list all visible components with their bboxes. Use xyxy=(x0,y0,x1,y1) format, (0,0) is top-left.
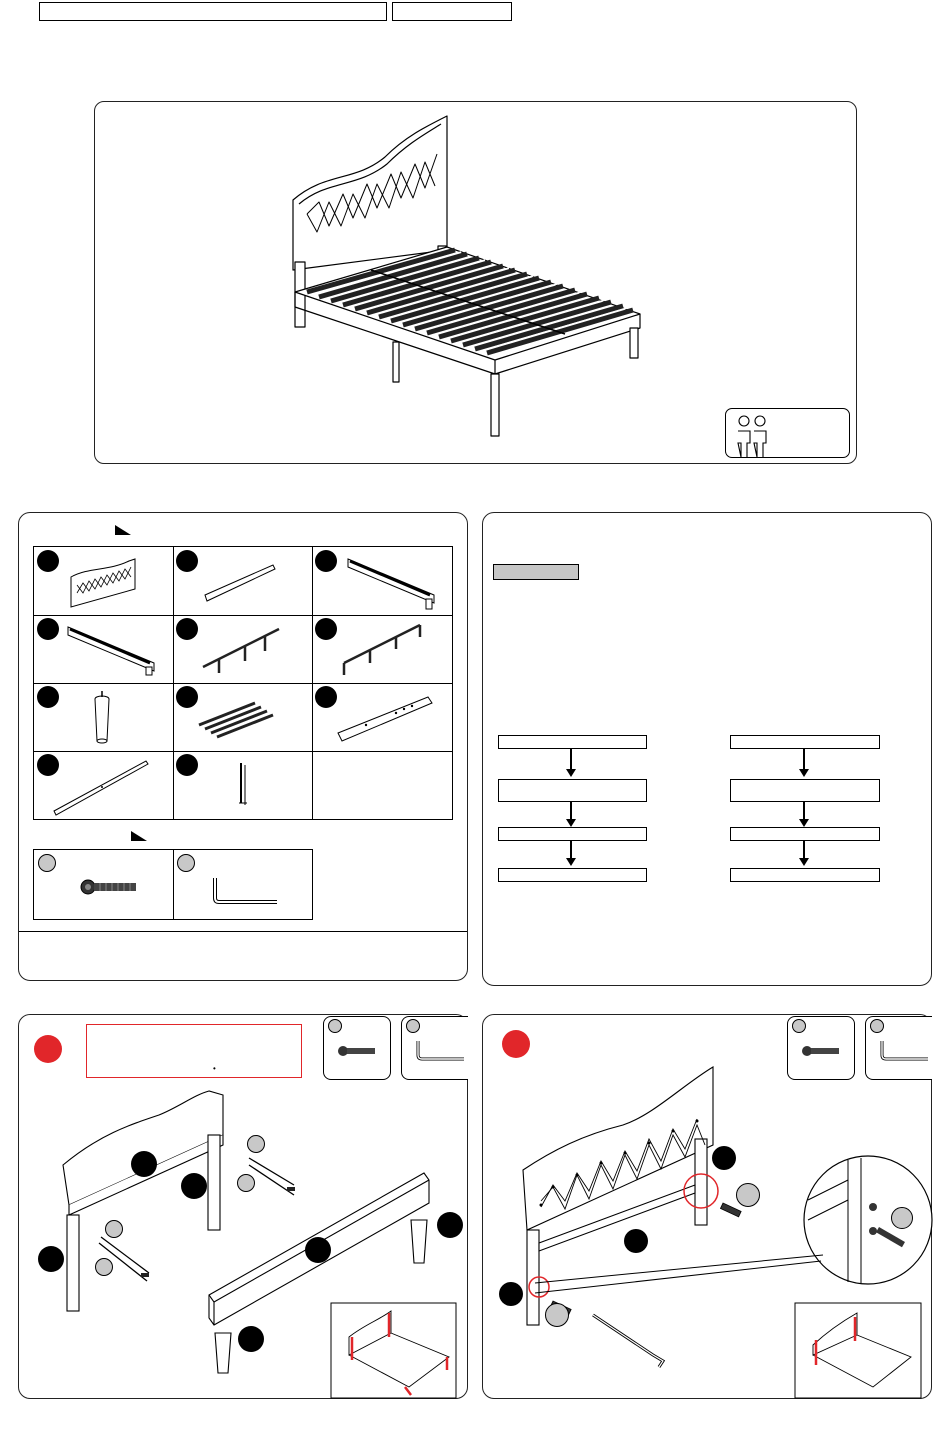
slats-part-icon xyxy=(197,695,277,741)
part-cell-footboard xyxy=(173,547,313,616)
leg-part-icon xyxy=(88,689,118,749)
header-title-field xyxy=(39,2,387,21)
parts-title-triangle-icon xyxy=(115,525,131,535)
part-badge-leg xyxy=(38,1246,64,1272)
flow-arrow-icon xyxy=(803,840,805,864)
hardware-cell-bolt xyxy=(34,850,174,919)
part-badge-center-rail xyxy=(624,1229,648,1253)
part-cell-side-rail-left xyxy=(312,547,452,616)
flow-left-step-4 xyxy=(498,868,647,882)
part-cell-leg xyxy=(34,683,174,752)
support-frame-part-icon xyxy=(336,619,426,675)
two-people-icon xyxy=(734,411,774,457)
flow-arrow-icon xyxy=(803,801,805,825)
flow-right-step-3 xyxy=(730,827,880,841)
bolt-icon xyxy=(80,878,140,898)
two-people-badge xyxy=(725,408,850,458)
part-badge xyxy=(176,618,198,640)
info-label-box xyxy=(493,564,579,580)
part-badge-leg-right xyxy=(437,1212,463,1238)
flow-right-step-1 xyxy=(730,735,880,749)
center-rail-part-icon xyxy=(52,757,162,817)
flow-arrow-icon xyxy=(803,748,805,775)
parts-grid xyxy=(33,546,453,820)
part-badge-leg-front xyxy=(238,1326,264,1352)
step2-panel xyxy=(482,1014,932,1399)
allen-wrench-icon xyxy=(211,876,281,906)
header-model-field xyxy=(392,2,512,21)
part-badge xyxy=(176,550,198,572)
step2-assembly-illustration xyxy=(483,1015,931,1398)
hardware-badge xyxy=(545,1303,569,1327)
hardware-badge xyxy=(177,854,195,872)
headboard-part-icon xyxy=(69,557,149,607)
support-leg-part-icon xyxy=(235,763,255,813)
hardware-badge xyxy=(38,854,56,872)
part-badge-support xyxy=(181,1173,207,1199)
parts-panel xyxy=(18,512,468,981)
hardware-badge xyxy=(95,1258,113,1276)
flow-right-step-4 xyxy=(730,868,880,882)
flow-arrow-icon xyxy=(570,840,572,864)
part-badge-support xyxy=(712,1146,736,1170)
flow-left-step-3 xyxy=(498,827,647,841)
part-cell-support-frame-a xyxy=(173,615,313,684)
part-badge xyxy=(37,686,59,708)
hardware-badge xyxy=(736,1183,760,1207)
hardware-title-triangle-icon xyxy=(131,831,147,841)
step1-panel xyxy=(18,1014,468,1399)
part-cell-support-frame-b xyxy=(312,615,452,684)
part-badge-headboard xyxy=(131,1151,157,1177)
part-cell-side-rail-right xyxy=(34,615,174,684)
part-badge xyxy=(37,618,59,640)
flow-left-step-1 xyxy=(498,735,647,749)
part-badge xyxy=(315,686,337,708)
part-cell-slats xyxy=(173,683,313,752)
hero-panel xyxy=(94,101,857,464)
part-badge xyxy=(315,618,337,640)
part-badge-leg xyxy=(499,1282,523,1306)
part-cell-center-bracket xyxy=(312,683,452,752)
parts-footer-divider xyxy=(19,931,467,932)
flow-left-step-2 xyxy=(498,779,647,802)
step1-warning-box: • xyxy=(86,1024,302,1078)
info-panel xyxy=(482,512,932,986)
center-bracket-part-icon xyxy=(336,689,436,745)
part-badge-footboard xyxy=(305,1237,331,1263)
hardware-badge xyxy=(105,1220,123,1238)
part-badge xyxy=(315,550,337,572)
part-cell-empty xyxy=(312,751,452,819)
hardware-badge xyxy=(237,1174,255,1192)
part-badge xyxy=(37,550,59,572)
hardware-grid xyxy=(33,849,313,920)
footboard-part-icon xyxy=(203,557,283,607)
side-rail-part-icon xyxy=(66,623,156,679)
part-cell-support-leg xyxy=(173,751,313,819)
part-badge xyxy=(176,754,198,776)
side-rail-part-icon xyxy=(346,555,436,611)
hardware-badge xyxy=(247,1135,265,1153)
hardware-badge xyxy=(891,1207,913,1229)
part-cell-center-rail xyxy=(34,751,174,819)
hardware-cell-allen-wrench xyxy=(173,850,312,919)
part-badge xyxy=(176,686,198,708)
part-cell-headboard xyxy=(34,547,174,616)
flow-right-step-2 xyxy=(730,779,880,802)
support-frame-part-icon xyxy=(199,621,289,677)
flow-arrow-icon xyxy=(570,748,572,775)
flow-arrow-icon xyxy=(570,801,572,825)
